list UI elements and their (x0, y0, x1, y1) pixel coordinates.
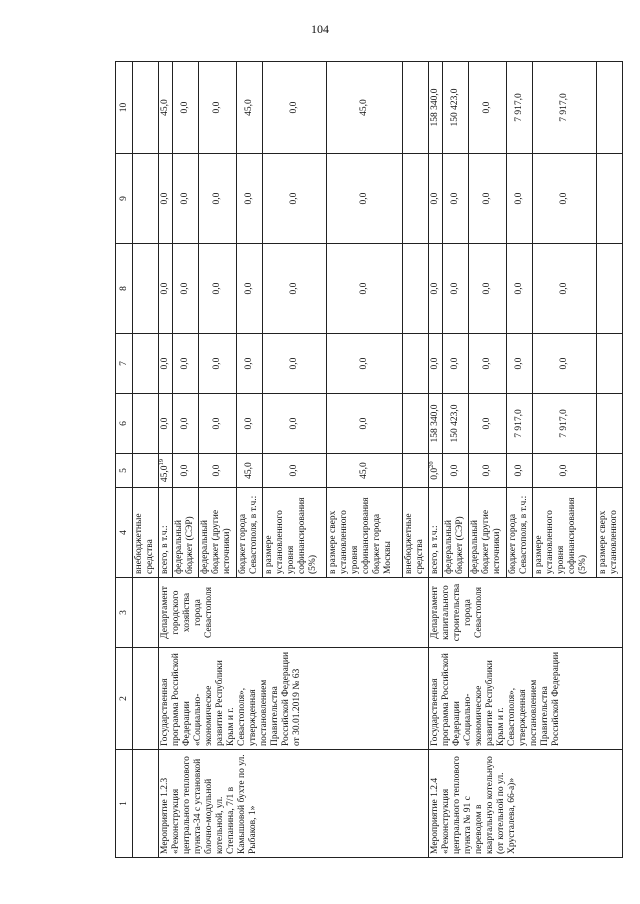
header-col-4: 4 (116, 488, 133, 578)
budget-table (115, 61, 623, 858)
value-cell: 0,0 (327, 334, 403, 394)
footnote-mark: 19 (157, 458, 165, 466)
value-cell: 45,0$^{19}$ (159, 454, 173, 488)
value-cell: 150 423,0 (443, 394, 469, 454)
value-cell: 0,0 (199, 454, 237, 488)
value-cell (403, 334, 429, 394)
value-cell: 0,0 (507, 454, 533, 488)
value-cell: 0,0 (173, 154, 199, 244)
value-cell (403, 454, 429, 488)
value-cell (597, 334, 623, 394)
source-cell: в размере сверх установленного уровня софинансирования бюджет города Москвы (327, 488, 403, 578)
source-cell: федеральный бюджет (СЭР) (173, 488, 199, 578)
value-cell: 0,0 (263, 154, 327, 244)
value-cell: 0,0 (159, 334, 173, 394)
source-cell: федеральный бюджет (другие источники) (469, 488, 507, 578)
value-cell (597, 244, 623, 334)
value-cell: 0,0 (263, 334, 327, 394)
value-cell: 7 917,0 (533, 394, 597, 454)
value-cell: 0,0 (507, 334, 533, 394)
value-cell: 0,0 (263, 454, 327, 488)
source-cell: всего, в т.ч.: (429, 488, 443, 578)
value-cell: 0,0 (173, 62, 199, 154)
header-col-9: 9 (116, 154, 133, 244)
value-cell: 0,0 (533, 454, 597, 488)
measure-cell: Мероприятие 1.2.3 «Реконструкция центрального теплового пункта-34 с установкой блочно-модульной котельной, ул. Степанина, 7/1 в Камышовой бухте по ул. Рыбаков, 1» (159, 750, 429, 858)
value-cell (597, 454, 623, 488)
value-cell: 0,0 (173, 394, 199, 454)
value-cell: 0,0 (469, 454, 507, 488)
header-col-6: 6 (116, 394, 133, 454)
value-cell: 0,0 (237, 154, 263, 244)
value-cell: 45,0 (159, 62, 173, 154)
value-cell: 0,0 (159, 244, 173, 334)
header-col-1: 1 (116, 750, 133, 858)
measure-cell: Мероприятие 1.2.4 «Реконструкция центрального теплового пункта № 91 с переводом в квартальную котельную (от котельной по ул. Хрусталева, 66-а)» (429, 750, 623, 858)
rotated-table-container (115, 62, 619, 858)
value-cell: 0,0 (237, 244, 263, 334)
value-cell: 0,0 (469, 394, 507, 454)
table-row (159, 62, 173, 858)
table-row (429, 62, 443, 858)
value-cell: 0,0 (443, 454, 469, 488)
value-cell: 7 917,0 (533, 62, 597, 154)
value-cell: 158 340,0 (429, 394, 443, 454)
value-cell: 0,0 (327, 244, 403, 334)
value-cell: 0,0 (199, 244, 237, 334)
value-cell: 0,0 (443, 334, 469, 394)
executor-cell: Департамент капитального строительства города Севастополя (429, 578, 623, 648)
value-cell (403, 244, 429, 334)
value-cell: 158 340,0 (429, 62, 443, 154)
value-cell: 0,0 (429, 244, 443, 334)
value-cell: 7 917,0 (507, 394, 533, 454)
value-cell: $0,0^{20}$ (429, 454, 443, 488)
value-cell: 0,0 (443, 154, 469, 244)
value-cell: 0,0 (199, 394, 237, 454)
value-cell: 0,0 (533, 154, 597, 244)
value-cell: 150 423,0 (443, 62, 469, 154)
value-cell: 0,0 (327, 154, 403, 244)
value-cell (403, 62, 429, 154)
value-cell: 0,0 (237, 394, 263, 454)
program-cell: Государственная программа Российской Федерации «Социально-экономическое развитие Республики Крым и г. Севастополя», утвержденная постановлением Правительства Российской Федерации от 30.01.2019 № 63 (159, 648, 429, 750)
value-cell: 45,0 (237, 454, 263, 488)
value-cell: 45,0 (237, 62, 263, 154)
header-col-7: 7 (116, 334, 133, 394)
value-cell: 0,0 (263, 62, 327, 154)
value-cell (403, 394, 429, 454)
value-cell (597, 62, 623, 154)
value-cell: 0,0 (429, 334, 443, 394)
header-col-2: 2 (116, 648, 133, 750)
source-cell: в размере установленного уровня софинансирования (5%) (533, 488, 597, 578)
value-cell (403, 154, 429, 244)
value-cell: 45,0 (327, 454, 403, 488)
value-cell: 0,0 (173, 454, 199, 488)
value-cell: 0,0 (237, 334, 263, 394)
program-cell: Государственная программа Российской Федерации «Социально-экономическое развитие Республики Крым и г. Севастополя», утвержденная постановлением Правительства Российской Федерации (429, 648, 623, 750)
value-cell: 0,0 (263, 244, 327, 334)
source-cell: внебюджетные средства (403, 488, 429, 578)
value-cell: 0,0 (533, 334, 597, 394)
value-cell (597, 394, 623, 454)
value-cell: 0,0 (199, 62, 237, 154)
value-cell: 0,0 (469, 244, 507, 334)
value-cell: 0,0 (159, 154, 173, 244)
value-cell: 0,0 (263, 394, 327, 454)
value-cell: 0,0 (533, 244, 597, 334)
source-cell: всего, в т.ч.: (159, 488, 173, 578)
value-cell: 0,0 (159, 394, 173, 454)
value-cell: 0,0 (327, 394, 403, 454)
header-row (116, 62, 133, 858)
value-cell: 0,0 (173, 334, 199, 394)
executor-cell: Департамент городского хозяйства города Севастополя (159, 578, 429, 648)
table-row (133, 62, 159, 858)
value-cell: 0,0 (469, 334, 507, 394)
value-cell: 0,0 (469, 154, 507, 244)
header-col-8: 8 (116, 244, 133, 334)
header-col-10: 10 (116, 62, 133, 154)
source-cell: федеральный бюджет (СЭР) (443, 488, 469, 578)
source-cell: в размере установленного уровня софинансирования (5%) (263, 488, 327, 578)
value-cell: 7 917,0 (507, 62, 533, 154)
value-cell: 0,0 (443, 244, 469, 334)
value-cell: 45,0 (327, 62, 403, 154)
header-col-5: 5 (116, 454, 133, 488)
source-cell: бюджет города Севастополя, в т.ч.: (237, 488, 263, 578)
value-cell: 0,0 (199, 154, 237, 244)
value-cell: 0,0 (469, 62, 507, 154)
value-cell: 0,0 (199, 334, 237, 394)
value-cell: 0,0 (429, 154, 443, 244)
value-cell: 0,0 (507, 154, 533, 244)
value-cell (597, 154, 623, 244)
source-cell: в размере сверх установленного (597, 488, 623, 578)
footnote-mark: 20 (427, 461, 435, 468)
source-cell: внебюджетные средства (133, 488, 159, 578)
source-cell: федеральный бюджет (другие источники) (199, 488, 237, 578)
value-cell: 0,0 (173, 244, 199, 334)
value-cell: 0,0 (507, 244, 533, 334)
page-number: 104 (311, 22, 329, 36)
source-cell: бюджет города Севастополя, в т.ч.: (507, 488, 533, 578)
header-col-3: 3 (116, 578, 133, 648)
